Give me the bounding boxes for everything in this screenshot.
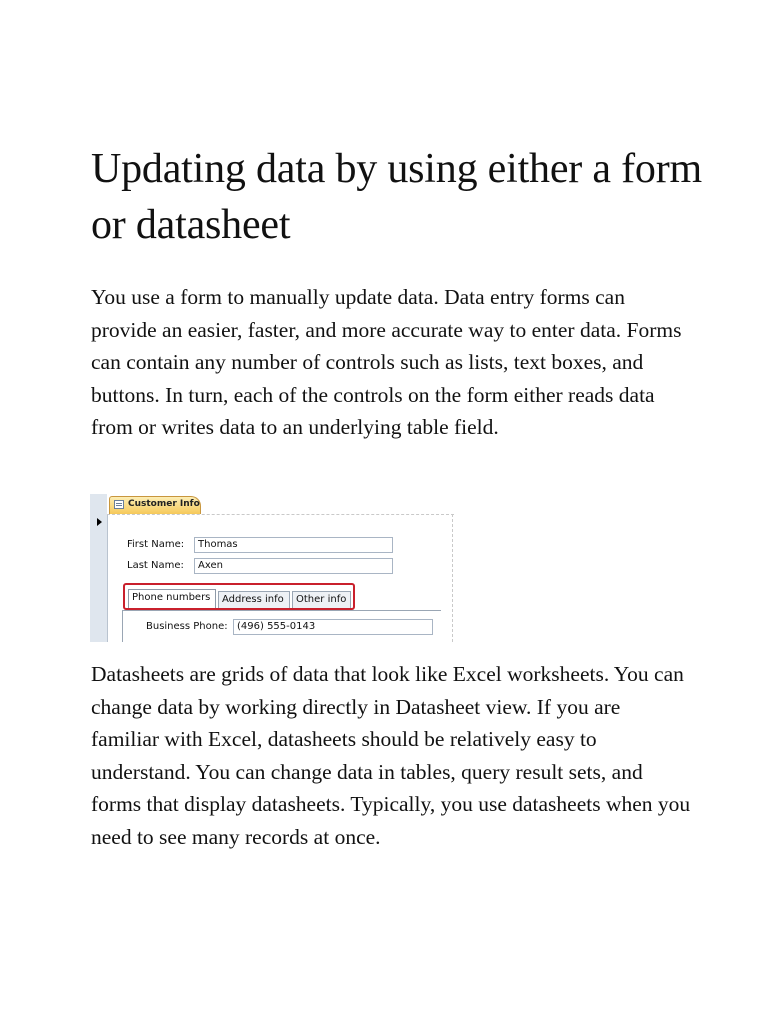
document-tab-label: Customer Info (128, 499, 200, 509)
tab-control-highlight (123, 583, 355, 610)
page-title: Updating data by using either a form or datasheet (91, 146, 702, 248)
business-phone-field: (496) 555-0143 (233, 619, 433, 635)
paragraph-forms: You use a form to manually update data. Data entry forms can provide an easier, faster, and more accurate way to enter data. Forms can contain any number of controls such as lists, text boxes, and buttons. In turn, each of the controls on the form either reads data from or writes data to an underlying table field. (91, 285, 682, 439)
document-tab-customer-info (109, 496, 201, 514)
tab-address-info: Address info (218, 591, 290, 609)
document-tab-strip (107, 494, 454, 515)
first-name-label: First Name: (127, 539, 185, 550)
record-selector (90, 494, 108, 642)
tab-phone-numbers: Phone numbers (128, 589, 216, 609)
customer-info-form-screenshot (90, 494, 454, 642)
last-name-field: Axen (194, 558, 393, 574)
tab-other-info: Other info (292, 591, 351, 609)
form-edge (452, 514, 453, 642)
business-phone-label: Business Phone: (146, 621, 228, 632)
first-name-field: Thomas (194, 537, 393, 553)
paragraph-datasheets: Datasheets are grids of data that look like Excel worksheets. You can change data by working directly in Datasheet view. If you are familiar with Excel, datasheets should be relatively easy to understand. You can change data in tables, query result sets, and forms that display datasheets. Typically, you use datasheets when you need to see many records at once. (91, 662, 691, 849)
form-document-icon (114, 500, 124, 509)
last-name-label: Last Name: (127, 560, 184, 571)
record-selector-arrow-icon (97, 518, 102, 526)
